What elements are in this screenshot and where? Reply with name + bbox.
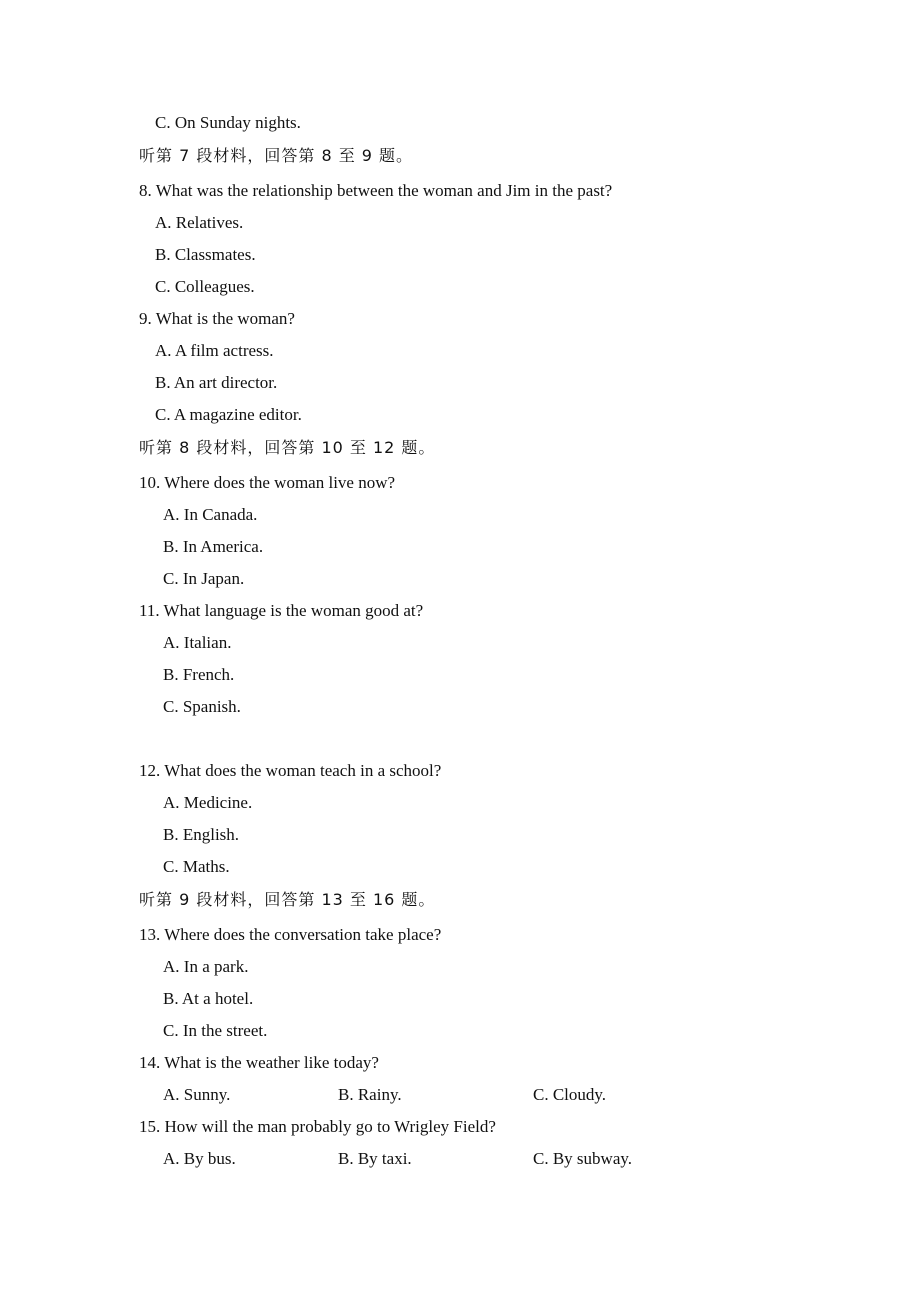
- q10-option-a: A. In Canada.: [163, 505, 258, 524]
- q12-option-b: B. English.: [163, 825, 240, 844]
- q12-option-c: C. Maths.: [163, 857, 230, 876]
- q8-option-b: B. Classmates.: [155, 245, 256, 264]
- q7-option-c: C. On Sunday nights.: [155, 113, 301, 132]
- q10-option-c: C. In Japan.: [163, 569, 245, 588]
- q13-option-b: B. At a hotel.: [163, 989, 254, 1008]
- section-8-instruction: 听第 8 段材料，回答第 10 至 12 题。: [139, 438, 436, 457]
- q15-option-a: A. By bus.: [163, 1149, 236, 1168]
- q8-question: 8. What was the relationship between the woman and Jim in the past?: [139, 181, 613, 200]
- q15-question: 15. How will the man probably go to Wrigley Field?: [139, 1117, 496, 1136]
- q14-option-a: A. Sunny.: [163, 1085, 231, 1104]
- q14-option-b: B. Rainy.: [338, 1085, 402, 1104]
- q11-question: 11. What language is the woman good at?: [139, 601, 424, 620]
- q8-option-c: C. Colleagues.: [155, 277, 255, 296]
- q11-option-a: A. Italian.: [163, 633, 232, 652]
- q11-option-c: C. Spanish.: [163, 697, 241, 716]
- section-9-instruction: 听第 9 段材料，回答第 13 至 16 题。: [139, 890, 436, 909]
- q15-option-c: C. By subway.: [533, 1149, 633, 1168]
- q9-question: 9. What is the woman?: [139, 309, 295, 328]
- q12-option-a: A. Medicine.: [163, 793, 253, 812]
- q14-option-c: C. Cloudy.: [533, 1085, 607, 1104]
- q14-question: 14. What is the weather like today?: [139, 1053, 379, 1072]
- q13-question: 13. Where does the conversation take place?: [139, 925, 442, 944]
- q11-option-b: B. French.: [163, 665, 235, 684]
- q13-option-c: C. In the street.: [163, 1021, 268, 1040]
- q10-option-b: B. In America.: [163, 537, 264, 556]
- q9-option-b: B. An art director.: [155, 373, 278, 392]
- q12-question: 12. What does the woman teach in a school?: [139, 761, 442, 780]
- q15-option-b: B. By taxi.: [338, 1149, 412, 1168]
- q9-option-a: A. A film actress.: [155, 341, 274, 360]
- q8-option-a: A. Relatives.: [155, 213, 244, 232]
- q9-option-c: C. A magazine editor.: [155, 405, 302, 424]
- q10-question: 10. Where does the woman live now?: [139, 473, 396, 492]
- q13-option-a: A. In a park.: [163, 957, 249, 976]
- section-7-instruction: 听第 7 段材料，回答第 8 至 9 题。: [139, 146, 414, 165]
